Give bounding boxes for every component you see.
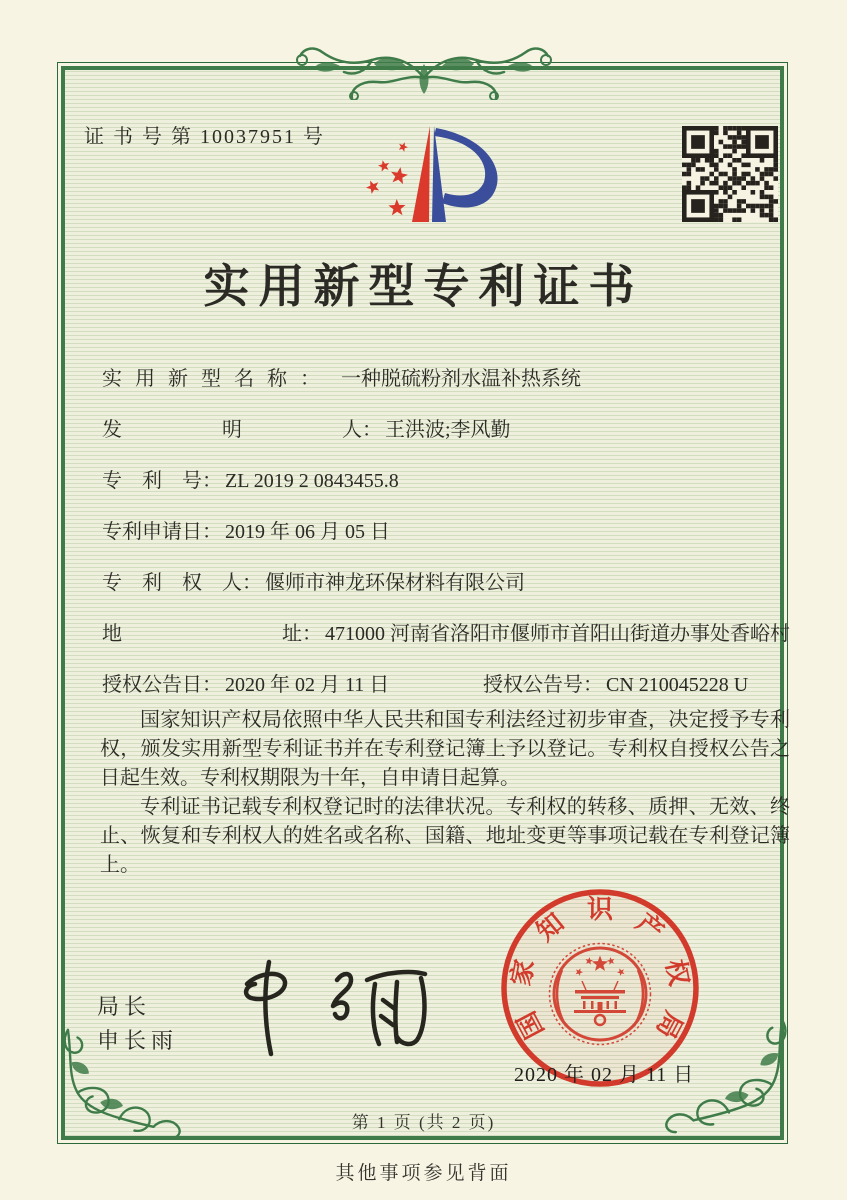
field-value: 471000 河南省洛阳市偃师市首阳山街道办事处香峪村 — [325, 623, 790, 645]
certificate-title: 实用新型专利证书 — [203, 261, 644, 312]
top-border-ornament-icon — [294, 40, 554, 100]
field-row — [102, 468, 762, 519]
field-value: 2020 年 02 月 11 日 — [225, 674, 390, 696]
field-label: 实用新型名称： — [102, 368, 333, 390]
paragraph-grant-statement: 国家知识产权局依照中华人民共和国专利法经过初步审查，决定授予专利权，颁发实用新型专利证书并在专利登记簿上予以登记。专利权自授权公告之日起生效。专利权期限为十年，自申请日起算。 — [100, 709, 790, 789]
certificate-number: 证 书 号 第 10037951 号 — [84, 126, 325, 148]
paragraph-register-statement: 专利证书记载专利权登记时的法律状况。专利权的转移、质押、无效、终止、恢复和专利权人的姓名或名称、国籍、地址变更等事项记载在专利登记簿上。 — [100, 796, 790, 876]
grant-number-pair — [483, 672, 748, 698]
field-value: 王洪波;李风勤 — [385, 419, 511, 441]
back-note: 其他事项参见背面 — [335, 1163, 512, 1184]
bottom-right-flourish-icon — [660, 1012, 788, 1142]
seal-date: 2020 年 02 月 11 日 — [514, 1064, 695, 1086]
field-label: 发 明 人： — [102, 419, 382, 441]
field-label: 授权公告日： — [102, 674, 222, 696]
legal-text — [100, 706, 790, 880]
bottom-left-flourish-icon — [60, 1028, 188, 1142]
svg-text:知: 知 — [530, 907, 570, 947]
svg-text:局: 局 — [650, 1006, 689, 1044]
svg-text:家: 家 — [506, 956, 540, 989]
qr-code — [682, 126, 778, 222]
field-row — [102, 621, 790, 672]
field-row — [102, 417, 762, 468]
field-value: ZL 2019 2 0843455.8 — [225, 470, 399, 492]
director-title: 局长 — [97, 994, 152, 1019]
field-value: 偃师市神龙环保材料有限公司 — [265, 572, 525, 594]
field-row — [102, 519, 762, 570]
field-row — [102, 570, 762, 621]
director-signature — [225, 950, 435, 1065]
svg-text:国: 国 — [511, 1006, 550, 1044]
page-number: 第 1 页 (共 2 页) — [351, 1113, 496, 1132]
cnipa-logo-icon — [330, 108, 530, 243]
field-label: 专利申请日： — [102, 521, 222, 543]
field-row — [102, 366, 762, 417]
field-value: 2019 年 06 月 05 日 — [225, 521, 390, 543]
svg-text:产: 产 — [630, 907, 670, 947]
field-value: 一种脱硫粉剂水温补热系统 — [341, 368, 581, 390]
field-value: CN 210045228 U — [606, 674, 749, 696]
field-label: 地 址： — [102, 623, 322, 645]
svg-text:权: 权 — [660, 956, 694, 989]
fields-section — [102, 366, 790, 723]
director-name: 申长雨 — [97, 1028, 179, 1053]
svg-text:识: 识 — [586, 895, 614, 924]
field-label: 专 利 号： — [102, 470, 222, 492]
field-label: 专 利 权 人： — [102, 572, 262, 594]
field-label: 授权公告号： — [483, 674, 603, 696]
logo-stars — [366, 142, 408, 215]
